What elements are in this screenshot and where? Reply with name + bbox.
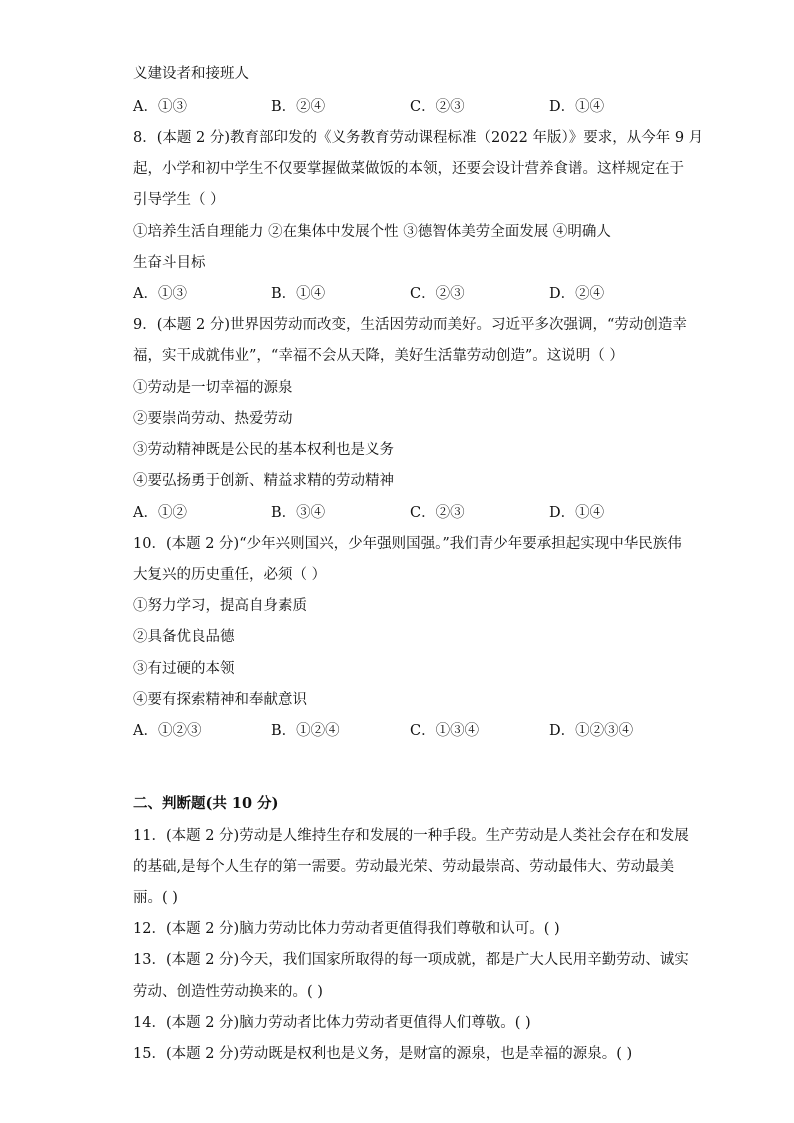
q9-option-a: A．①②	[133, 505, 187, 521]
q14-text: 14．(本题 2 分)脑力劳动者比体力劳动者更值得人们尊敬。( )	[133, 1015, 531, 1031]
q15-text: 15．(本题 2 分)劳动既是权利也是义务，是财富的源泉，也是幸福的源泉。( )	[133, 1046, 633, 1062]
q9-line-2: 福，实干成就伟业”，“幸福不会从天降，美好生活靠劳动创造”。这说明（ ）	[133, 348, 624, 364]
q13-line-1: 13．(本题 2 分)今天，我们国家所取得的每一项成就，都是广大人民用辛勤劳动、诚实	[133, 952, 689, 968]
q10-line-2: 大复兴的历史重任，必须（ ）	[133, 567, 327, 583]
q10-option-a: A．①②③	[133, 723, 202, 739]
q9-option-d: D．①④	[549, 505, 605, 521]
q10-statement-3: ③有过硬的本领	[133, 661, 235, 677]
q10-option-d: D．①②③④	[549, 723, 634, 739]
q8-line-4: ①培养生活自理能力 ②在集体中发展个性 ③德智体美劳全面发展 ④明确人	[133, 224, 611, 240]
q9-option-c: C．②③	[410, 505, 465, 521]
q8-line-3: 引导学生（ ）	[133, 192, 225, 208]
q12-text: 12．(本题 2 分)脑力劳动比体力劳动者更值得我们尊敬和认可。( )	[133, 921, 560, 937]
q10-option-b: B．①②④	[271, 723, 340, 739]
q10-statement-1: ①努力学习，提高自身素质	[133, 598, 307, 614]
q9-statement-1: ①劳动是一切幸福的源泉	[133, 380, 293, 396]
prev-question-tail: 义建设者和接班人	[133, 66, 249, 82]
q10-line-1: 10．(本题 2 分)“少年兴则国兴，少年强则国强。”我们青少年要承担起实现中华民族伟	[133, 536, 682, 552]
q8-line-1: 8．(本题 2 分)教育部印发的《义务教育劳动课程标准（2022 年版）》要求，从今年 9 月	[133, 130, 704, 146]
prev-option-d: D．①④	[549, 99, 605, 115]
q10-option-c: C．①③④	[410, 723, 480, 739]
q10-statement-2: ②具备优良品德	[133, 629, 235, 645]
q9-line-1: 9．(本题 2 分)世界因劳动而改变，生活因劳动而美好。习近平多次强调，“劳动创造幸	[133, 317, 687, 333]
prev-option-b: B．②④	[271, 99, 326, 115]
q8-option-c: C．②③	[410, 286, 465, 302]
q11-line-2: 的基础,是每个人生存的第一需要。劳动最光荣、劳动最崇高、劳动最伟大、劳动最美	[133, 859, 675, 875]
prev-option-a: A．①③	[133, 99, 187, 115]
q8-option-d: D．②④	[549, 286, 605, 302]
q10-statement-4: ④要有探索精神和奉献意识	[133, 692, 307, 708]
q9-statement-2: ②要崇尚劳动、热爱劳动	[133, 411, 293, 427]
q13-line-2: 劳动、创造性劳动换来的。( )	[133, 984, 323, 1000]
q11-line-1: 11．(本题 2 分)劳动是人维持生存和发展的一种手段。生产劳动是人类社会存在和发展	[133, 828, 689, 844]
q9-statement-3: ③劳动精神既是公民的基本权利也是义务	[133, 442, 394, 458]
q8-option-a: A．①③	[133, 286, 187, 302]
q9-option-b: B．③④	[271, 505, 326, 521]
section-title-judgment: 二、判断题(共 10 分)	[133, 795, 279, 812]
prev-option-c: C．②③	[410, 99, 465, 115]
q9-statement-4: ④要弘扬勇于创新、精益求精的劳动精神	[133, 473, 394, 489]
q8-line-2: 起，小学和初中学生不仅要掌握做菜做饭的本领，还要会设计营养食谱。这样规定在于	[133, 161, 684, 177]
q8-option-b: B．①④	[271, 286, 326, 302]
q11-line-3: 丽。( )	[133, 890, 178, 906]
q8-line-5: 生奋斗目标	[133, 255, 206, 271]
